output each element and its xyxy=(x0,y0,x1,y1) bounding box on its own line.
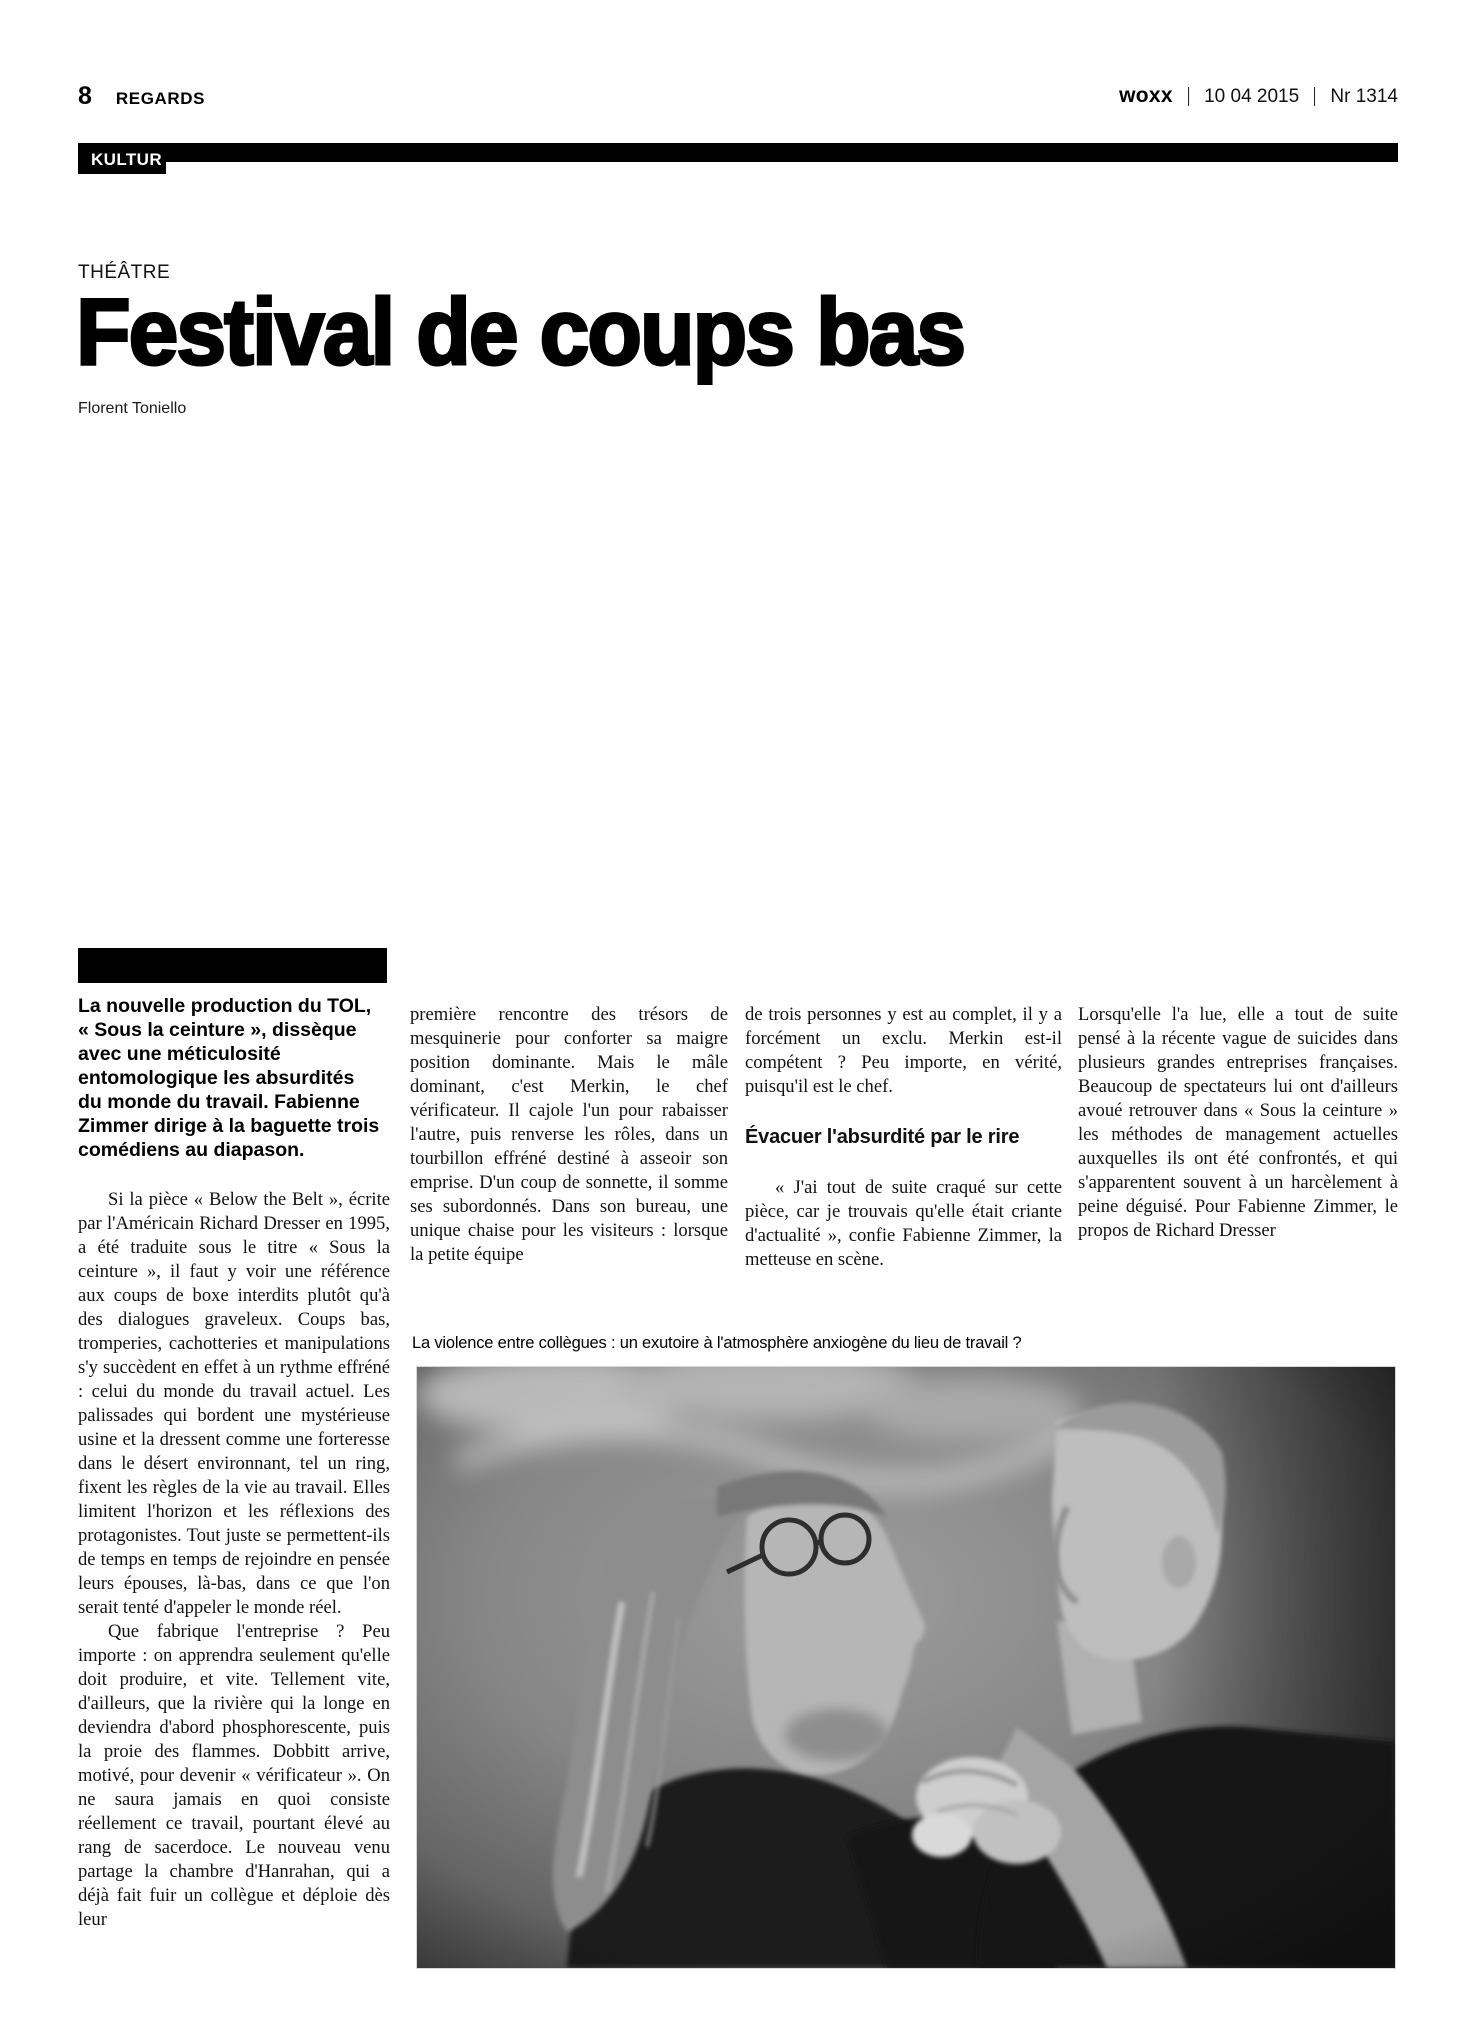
category-tab xyxy=(78,143,166,174)
paragraph: de trois personnes y est au complet, il y a forcément un exclu. Merkin est-il compétent ? Peu importe, en vérité, puisqu'il est le chef. xyxy=(745,1004,1062,1097)
paragraph: Que fabrique l'entreprise ? Peu importe : on apprendra seulement qu'elle doit produire, et vite. Tellement vite, d'ailleurs, que la rivière qui la longe en deviendra d'abord phosphorescente, puis la proie des flammes. Dobbitt arrive, motivé, pour devenir « vérificateur ». On ne saura jamais en quoi consiste réellement ce travail, pourtant élevé au rang de sacerdoce. Le nouveau venu partage la chambre d'Hanrahan, qui a déjà fait fuir un collègue et déploie dès leur xyxy=(78,1621,390,1930)
section-label: REGARDS xyxy=(115,89,206,108)
page-header-right xyxy=(1119,84,1398,108)
category-rule xyxy=(78,143,1398,162)
photo-illustration xyxy=(417,1367,1395,1968)
page-number: 8 xyxy=(78,82,92,110)
category-label: KULTUR xyxy=(91,150,163,169)
paragraph: première rencontre des trésors de mesquinerie pour conforter sa maigre position dominante. Mais le mâle dominant, c'est Merkin, le chef vérificateur. Il cajole l'un pour rabaisser l'autre, puis renverse les rôles, dans un tourbillon effréné destiné à asseoir son emprise. D'un coup de sonnette, il somme ses subordonnés. Dans son bureau, une unique chaise pour les visiteurs : lorsque la petite équipe xyxy=(410,1004,728,1265)
paragraph: Lorsqu'elle l'a lue, elle a tout de suite pensé à la récente vague de suicides dans plusieurs grandes entreprises françaises. Beaucoup de spectateurs lui ont d'ailleurs avoué retrouver dans « Sous la ceinture » les méthodes de management actuelles auxquelles ils ont été confrontés, et qui s'apparentent souvent à un harcèlement à peine déguisé. Pour Fabienne Zimmer, le propos de Richard Dresser xyxy=(1078,1004,1398,1241)
issue-number: Nr 1314 xyxy=(1330,86,1398,107)
issue-date: 10 04 2015 xyxy=(1204,86,1300,107)
masthead-brand: woxx xyxy=(1119,84,1173,107)
body-column-1 xyxy=(78,1188,390,1932)
photo-caption: La violence entre collègues : un exutoire à l'atmosphère anxiogène du lieu de travail ? xyxy=(412,1334,1022,1352)
header-separator: | xyxy=(1313,85,1317,107)
article-subhead: Évacuer l'absurdité par le rire xyxy=(745,1126,1020,1148)
body-column-2 xyxy=(410,1003,728,1267)
lead-rule xyxy=(78,948,387,983)
paragraph: Si la pièce « Below the Belt », écrite par l'Américain Richard Dresser en 1995, a été traduite sous le titre « Sous la ceinture », il faut y voir une référence aux coups de boxe interdits plutôt qu'à des dialogues graveleux. Coups bas, tromperies, cachotteries et manipulations s'y succèdent en effet à un rythme effréné : celui du monde du travail actuel. Les palissades qui bordent une mystérieuse usine et la dressent comme une forteresse dans le désert environnant, tel un ring, fixent les règles de la vie au travail. Elles limitent l'horizon et les réflexions des protagonistes. Tout juste se permettent-ils de temps en temps de rejoindre en pensée leurs épouses, là-bas, dans ce que l'on serait tenté d'appeler le monde réel. xyxy=(78,1189,390,1618)
body-column-4 xyxy=(1078,1003,1398,1243)
photo-vignette xyxy=(417,1367,1395,1968)
article-photo xyxy=(417,1367,1395,1968)
body-column-3 xyxy=(745,1003,1062,1272)
paragraph: « J'ai tout de suite craqué sur cette pièce, car je trouvais qu'elle était criante d'actualité », confie Fabienne Zimmer, la metteuse en scène. xyxy=(745,1177,1062,1270)
header-separator: | xyxy=(1186,85,1191,107)
article-byline: Florent Toniello xyxy=(78,400,187,417)
article-lead: La nouvelle production du TOL, « Sous la ceinture », dissèque avec une méticulosité entomologique les absurdités du monde du travail. Fabienne Zimmer dirige à la baguette trois comédiens au diapason. xyxy=(78,995,380,1161)
article-headline: Festival de coups bas xyxy=(76,279,965,384)
page-header-left xyxy=(78,82,205,111)
article-kicker: THÉÂTRE xyxy=(78,262,171,283)
